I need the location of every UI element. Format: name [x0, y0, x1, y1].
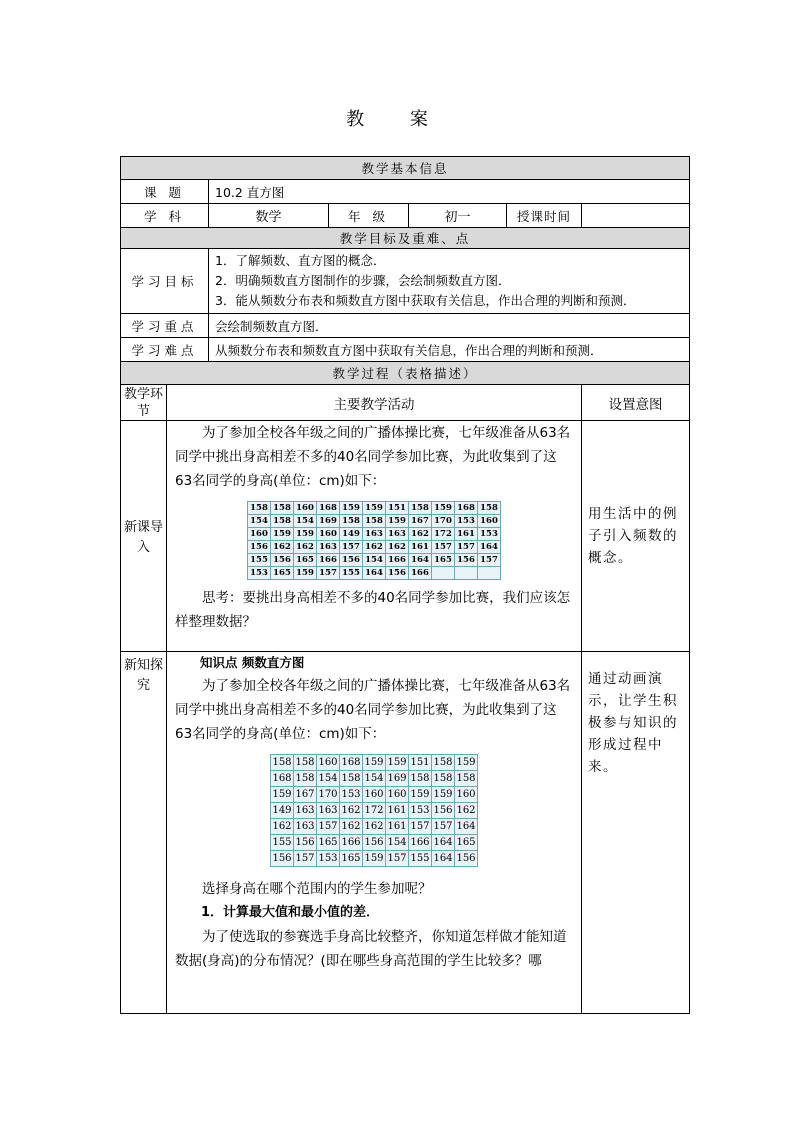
grid-cell: 159 [294, 528, 317, 541]
grid-cell: 164 [455, 819, 478, 835]
grid-cell: 149 [340, 528, 363, 541]
grid-cell: 157 [478, 554, 501, 567]
grid-cell: 162 [271, 819, 294, 835]
grid-cell: 163 [363, 528, 386, 541]
grid-row [271, 819, 478, 835]
grid-cell: 159 [363, 851, 386, 867]
col-stage-header: 教学环节 [121, 385, 167, 421]
grid-cell: 154 [317, 771, 340, 787]
grid-cell: 160 [363, 787, 386, 803]
key-point-value: 会绘制频数直方图． [209, 314, 690, 338]
grid-row [248, 515, 501, 528]
grid-cell: 170 [432, 515, 455, 528]
grid-cell: 153 [478, 528, 501, 541]
grid-row [271, 787, 478, 803]
grid-cell: 165 [340, 851, 363, 867]
grid-cell: 159 [386, 515, 409, 528]
grid-cell: 162 [294, 541, 317, 554]
step-one: 1．计算最大值和最小值的差． [201, 905, 380, 920]
objective-item: 2．明确频数直方图制作的步骤，会绘制频数直方图． [215, 273, 511, 288]
grid-cell: 160 [294, 502, 317, 515]
grid-cell: 160 [317, 528, 340, 541]
grid-cell: 158 [432, 755, 455, 771]
topic-value: 10.2 直方图 [209, 180, 690, 204]
grid-cell: 160 [386, 787, 409, 803]
subject-label: 学 科 [121, 204, 209, 228]
grid-cell: 151 [386, 502, 409, 515]
grid-cell: 158 [455, 771, 478, 787]
objectives-label: 学习目标 [121, 249, 209, 314]
grid-cell: 158 [363, 515, 386, 528]
grid-cell: 154 [386, 835, 409, 851]
grid-cell: 161 [386, 803, 409, 819]
grid-cell: 166 [409, 567, 432, 580]
objective-item: 3．能从频数分布表和频数直方图中获取有关信息，作出合理的判断和预测． [215, 293, 636, 308]
grid-cell: 165 [432, 554, 455, 567]
stage-intro: 新课导入 [121, 421, 167, 652]
grid-cell: 158 [248, 502, 271, 515]
grid-cell: 168 [317, 502, 340, 515]
grid-cell: 159 [386, 755, 409, 771]
lesson-plan-table [120, 156, 690, 1014]
grid-cell: 155 [340, 567, 363, 580]
grid-cell: 161 [455, 528, 478, 541]
grid-cell: 165 [271, 567, 294, 580]
grid-cell: 159 [340, 502, 363, 515]
grid-cell: 167 [294, 787, 317, 803]
grid-cell: 156 [340, 554, 363, 567]
difficulty-value: 从频数分布表和频数直方图中获取有关信息，作出合理的判断和预测． [209, 338, 690, 362]
grid-cell: 158 [478, 502, 501, 515]
grid-cell: 169 [386, 771, 409, 787]
grid-cell: 159 [455, 755, 478, 771]
grid-cell: 157 [340, 541, 363, 554]
grid-cell: 159 [271, 787, 294, 803]
grid-cell [478, 567, 501, 580]
grid-cell: 158 [409, 502, 432, 515]
grid-cell: 155 [409, 851, 432, 867]
grid-cell: 166 [340, 835, 363, 851]
grid-cell: 151 [409, 755, 432, 771]
grid-cell: 160 [455, 787, 478, 803]
grid-cell: 153 [340, 787, 363, 803]
goals-header: 教学目标及重难、点 [121, 228, 690, 249]
grid-cell: 157 [432, 541, 455, 554]
grid-cell: 170 [317, 787, 340, 803]
grid-cell: 159 [432, 787, 455, 803]
grid-cell: 166 [317, 554, 340, 567]
grid-cell: 158 [340, 515, 363, 528]
col-activity-header: 主要教学活动 [167, 385, 582, 421]
grid-cell: 162 [455, 803, 478, 819]
grid-cell: 160 [248, 528, 271, 541]
intent-intro: 用生活中的例子引入频数的概念。 [582, 421, 690, 652]
grid-cell: 162 [340, 803, 363, 819]
grid-cell: 156 [248, 541, 271, 554]
grid-cell: 156 [386, 567, 409, 580]
grid-cell: 153 [248, 567, 271, 580]
grid-cell: 158 [432, 771, 455, 787]
activity-explore [167, 652, 582, 1014]
grid-row [248, 502, 501, 515]
grid-cell: 156 [455, 851, 478, 867]
grid-row [248, 567, 501, 580]
grid-cell: 159 [363, 502, 386, 515]
grid-row [248, 541, 501, 554]
grid-cell: 158 [271, 755, 294, 771]
grid-cell: 153 [455, 515, 478, 528]
grid-cell: 158 [271, 515, 294, 528]
grid-cell: 158 [294, 755, 317, 771]
process-header: 教学过程（表格描述） [121, 362, 690, 385]
grid-cell: 153 [317, 851, 340, 867]
subject-value: 数学 [209, 204, 329, 228]
grid-row [271, 771, 478, 787]
page-title: 教 案 [346, 109, 448, 130]
grid-cell: 165 [294, 554, 317, 567]
time-value [582, 204, 690, 228]
intro-paragraph: 为了参加全校各年级之间的广播体操比赛，七年级准备从63名同学中挑出身高相差不多的40名同学参加比赛，为此收集到了这63名同学的身高(单位：cm)如下： [175, 425, 571, 489]
grid-cell: 162 [409, 528, 432, 541]
grid-cell: 164 [363, 567, 386, 580]
grid-cell: 159 [363, 755, 386, 771]
basic-info-header: 教学基本信息 [121, 157, 690, 180]
grid-cell: 165 [455, 835, 478, 851]
grid-cell [432, 567, 455, 580]
grid-row [248, 554, 501, 567]
grid-cell: 163 [317, 541, 340, 554]
grid-cell: 167 [409, 515, 432, 528]
grid-cell: 162 [363, 819, 386, 835]
grid-cell: 154 [248, 515, 271, 528]
grid-cell: 168 [455, 502, 478, 515]
grid-cell: 160 [478, 515, 501, 528]
grid-cell: 158 [340, 771, 363, 787]
grid-row [271, 851, 478, 867]
activity-intro [167, 421, 582, 652]
grid-cell: 157 [294, 851, 317, 867]
explore-paragraph-2: 为了使选取的参赛选手身高比较整齐，你知道怎样做才能知道数据(身高)的分布情况？(即在哪些身高范围的学生比较多？哪 [175, 929, 567, 969]
grid-cell: 165 [317, 835, 340, 851]
grid-cell: 157 [317, 819, 340, 835]
explore-paragraph: 为了参加全校各年级之间的广播体操比赛，七年级准备从63名同学中挑出身高相差不多的40名同学参加比赛，为此收集到了这63名同学的身高(单位：cm)如下： [175, 678, 571, 742]
grid-cell: 163 [317, 803, 340, 819]
grid-row [248, 528, 501, 541]
grid-cell: 164 [432, 851, 455, 867]
grid-cell: 163 [294, 803, 317, 819]
height-data-grid-2 [270, 754, 478, 867]
grid-cell: 172 [432, 528, 455, 541]
grid-cell: 169 [317, 515, 340, 528]
grid-cell: 166 [409, 835, 432, 851]
grid-cell: 162 [271, 541, 294, 554]
grid-row [271, 835, 478, 851]
grid-cell: 157 [455, 541, 478, 554]
grid-cell: 160 [317, 755, 340, 771]
grid-cell: 161 [409, 541, 432, 554]
grid-cell: 156 [363, 835, 386, 851]
grid-cell: 156 [455, 554, 478, 567]
col-intent-header: 设置意图 [582, 385, 690, 421]
grid-cell: 162 [386, 541, 409, 554]
height-data-grid [247, 501, 501, 580]
grid-cell: 158 [409, 771, 432, 787]
grid-cell: 158 [294, 771, 317, 787]
grid-cell: 156 [294, 835, 317, 851]
grid-cell: 166 [386, 554, 409, 567]
grid-cell: 163 [294, 819, 317, 835]
grade-label: 年 级 [329, 204, 409, 228]
grid-cell: 162 [363, 541, 386, 554]
grid-cell: 156 [432, 803, 455, 819]
grid-cell: 168 [340, 755, 363, 771]
grid-cell: 164 [432, 835, 455, 851]
grid-cell: 158 [271, 502, 294, 515]
grid-cell: 155 [271, 835, 294, 851]
intent-explore: 通过动画演示，让学生积极参与知识的形成过程中来。 [582, 652, 690, 1014]
grid-cell: 159 [409, 787, 432, 803]
grid-cell: 172 [363, 803, 386, 819]
grid-cell: 159 [432, 502, 455, 515]
intro-question: 思考：要挑出身高相差不多的40名同学参加比赛，我们应该怎样整理数据？ [175, 590, 571, 630]
stage-explore: 新知探究 [121, 652, 167, 1014]
grid-cell: 157 [386, 851, 409, 867]
grid-row [271, 755, 478, 771]
knowledge-point-label: 知识点 频数直方图 [200, 655, 305, 670]
grid-cell: 157 [317, 567, 340, 580]
topic-label: 课 题 [121, 180, 209, 204]
grid-cell: 159 [294, 567, 317, 580]
grid-cell: 155 [248, 554, 271, 567]
grid-cell: 153 [409, 803, 432, 819]
grid-cell: 157 [432, 819, 455, 835]
grid-cell: 154 [294, 515, 317, 528]
grid-cell: 163 [386, 528, 409, 541]
grid-cell: 156 [271, 851, 294, 867]
time-label: 授课时间 [507, 204, 582, 228]
grid-cell: 164 [478, 541, 501, 554]
grid-cell: 149 [271, 803, 294, 819]
explore-question: 选择身高在哪个范围内的学生参加呢？ [202, 881, 432, 897]
difficulty-label: 学习难点 [121, 338, 209, 362]
grid-cell: 157 [409, 819, 432, 835]
grid-cell: 161 [386, 819, 409, 835]
grid-row [271, 803, 478, 819]
grid-cell: 168 [271, 771, 294, 787]
grid-cell: 154 [363, 554, 386, 567]
grade-value: 初一 [409, 204, 507, 228]
grid-cell: 154 [363, 771, 386, 787]
grid-cell: 164 [409, 554, 432, 567]
grid-cell: 162 [340, 819, 363, 835]
grid-cell: 156 [271, 554, 294, 567]
key-point-label: 学习重点 [121, 314, 209, 338]
objectives-list [209, 249, 690, 314]
grid-cell: 159 [271, 528, 294, 541]
grid-cell [455, 567, 478, 580]
objective-item: 1．了解频数、直方图的概念． [215, 253, 386, 268]
